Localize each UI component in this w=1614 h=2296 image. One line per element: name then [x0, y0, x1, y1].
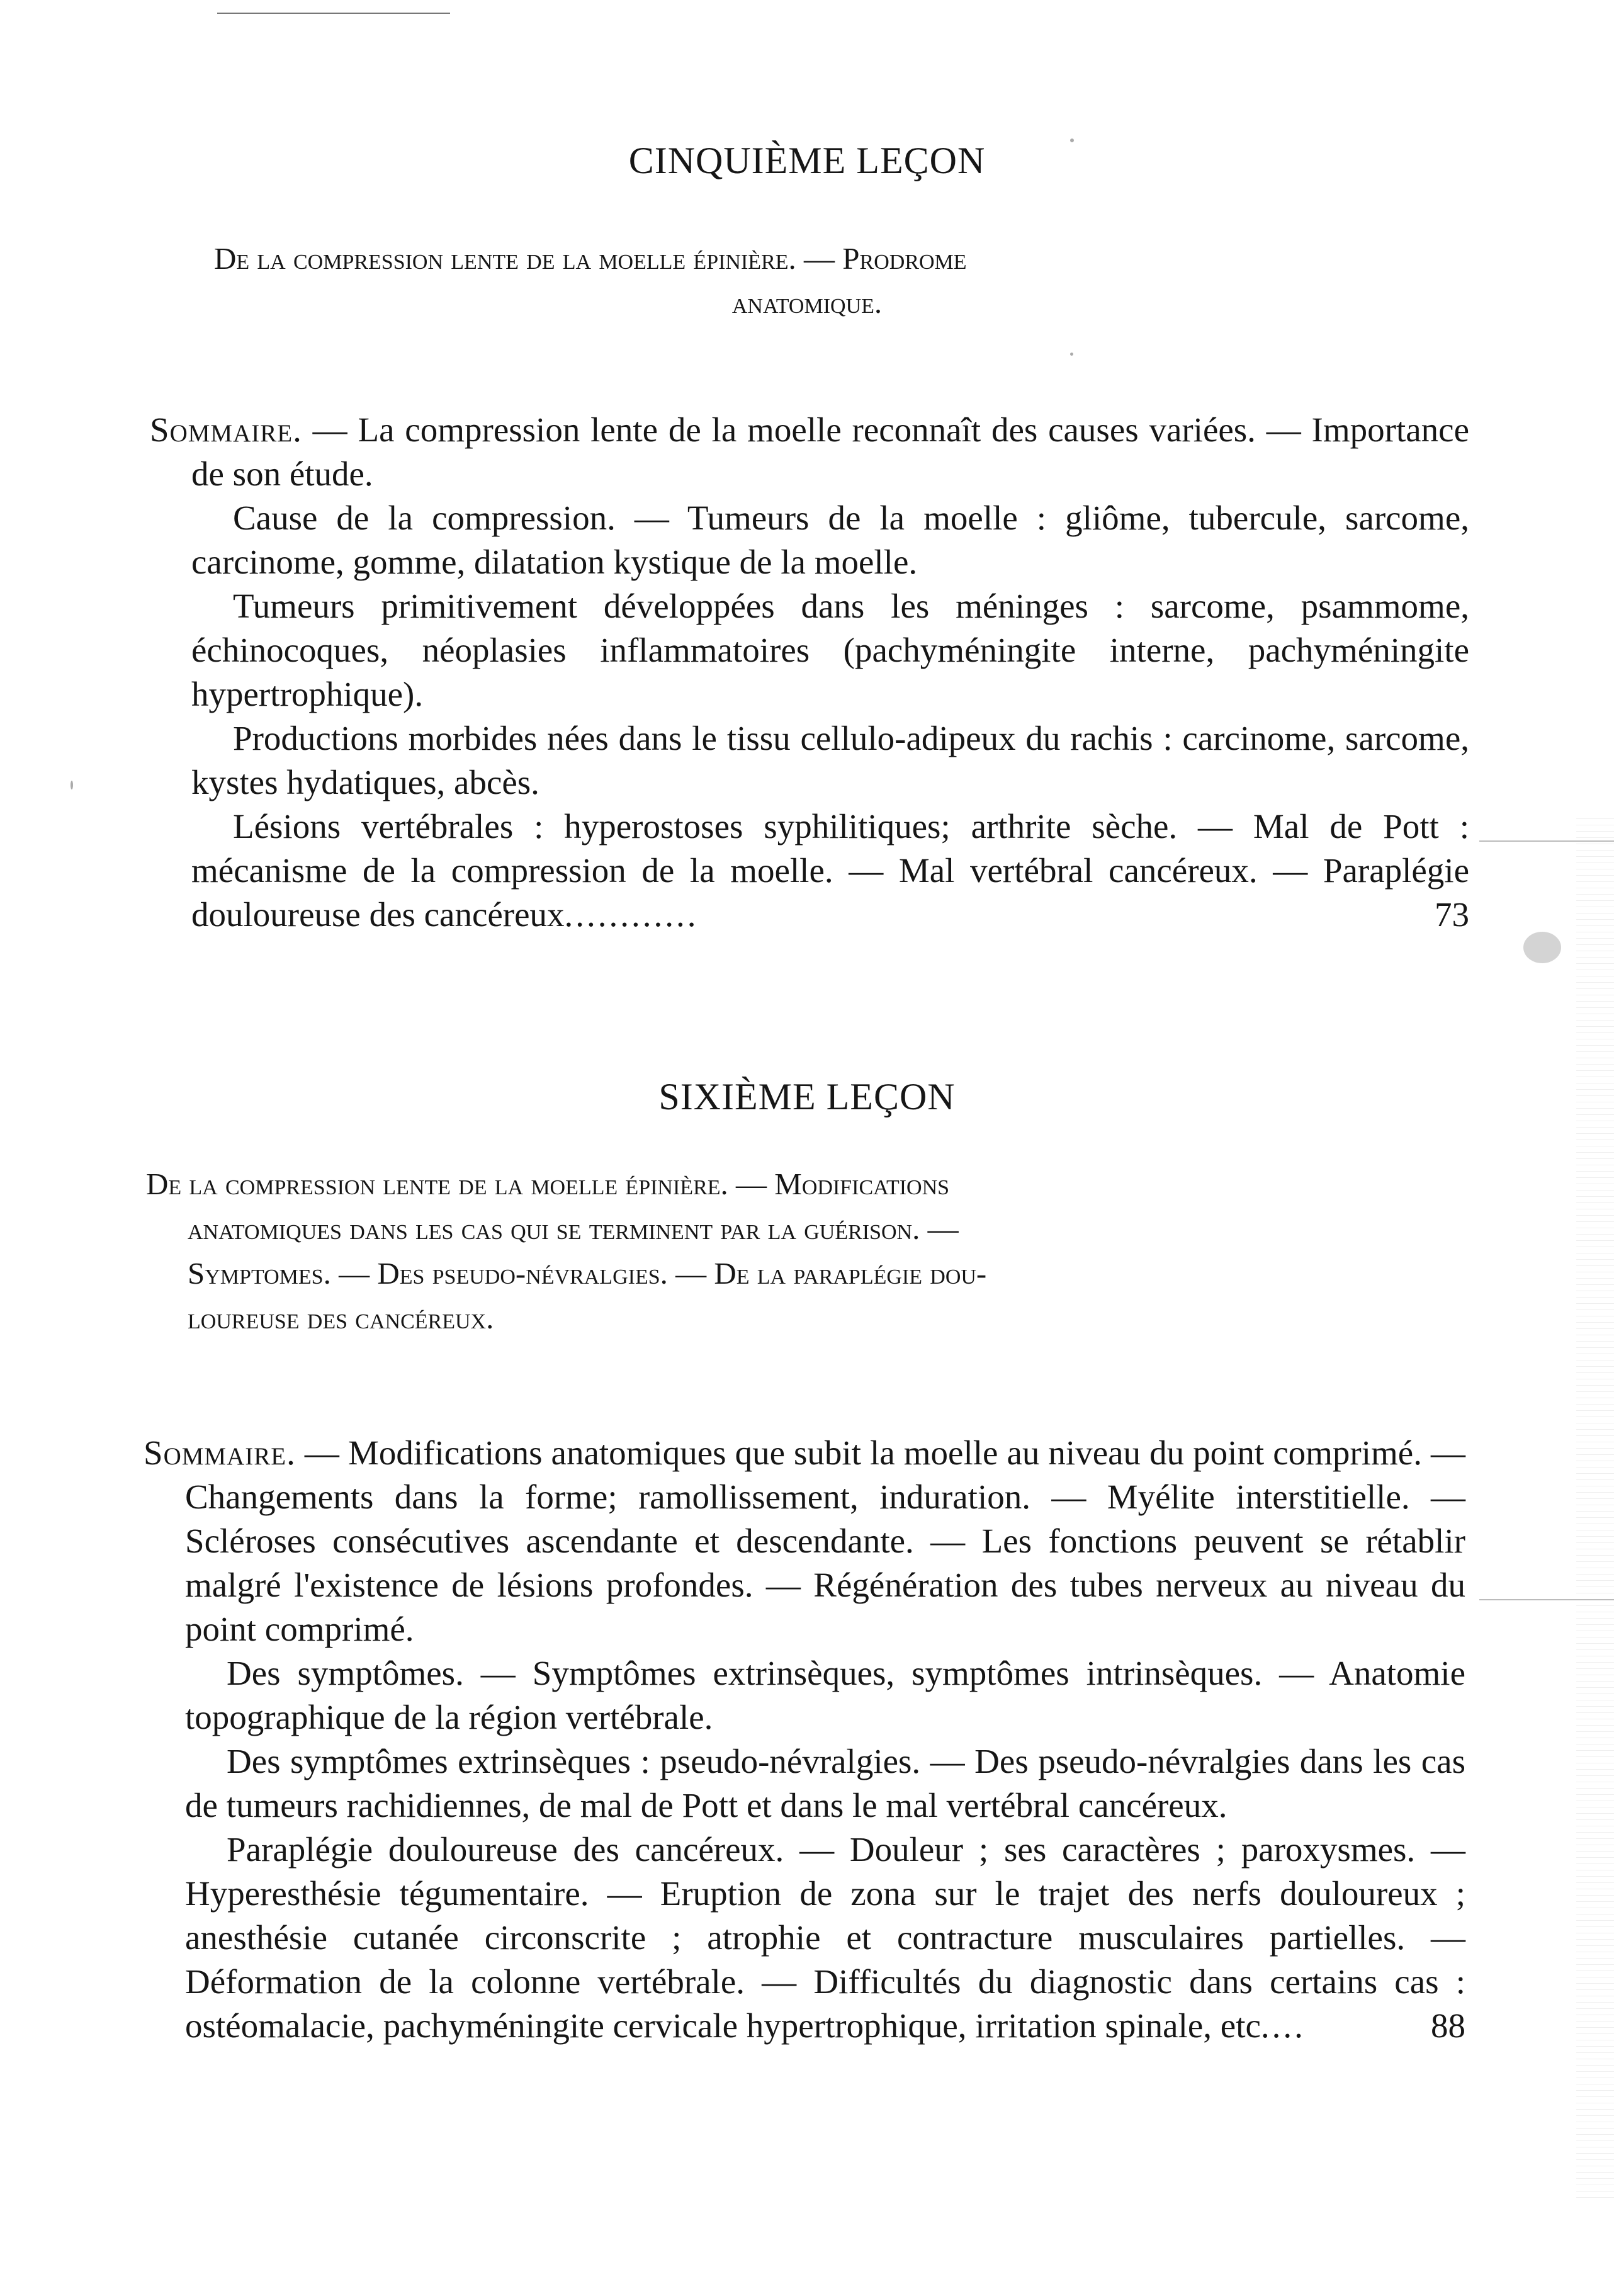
- scan-speck: [1523, 932, 1561, 963]
- top-rule: [217, 13, 450, 14]
- lesson-6-summary-intro: [144, 1431, 1465, 1651]
- lesson-6-title: SIXIÈME LEÇON: [658, 1076, 956, 1117]
- lesson-6-subtitle-line-2: anatomiques dans les cas qui se terminent par la guérison. —: [188, 1211, 959, 1246]
- lesson-6-subtitle-line-4: loureuse des cancéreux.: [188, 1301, 494, 1335]
- scan-noise: [1576, 818, 1614, 2203]
- summary-text: — La compression lente de la moelle reconnaît des causes variées. — Importance de son étude.: [191, 410, 1469, 493]
- summary-text: — Modifications anatomiques que subit la moelle au niveau du point comprimé. — Changements dans la forme; ramollissement, induration. — Myélite interstitielle. — Scléroses consécutives ascendante et descendante. — Les fonctions peuvent se rétablir malgré l'existence de lésions profondes. — Régénération des tubes nerveux au niveau du point comprimé.: [185, 1434, 1465, 1648]
- lesson-6-summary-last: [144, 1828, 1465, 2048]
- scan-line: [1479, 840, 1614, 842]
- lesson-5-summary: [150, 408, 1469, 937]
- lesson-5-summary-paragraph: Productions morbides nées dans le tissu cellulo-adipeux du rachis : carcinome, sarcome, kystes hydatiques, abcès.: [191, 719, 1469, 801]
- lesson-5-summary-paragraph: Cause de la compression. — Tumeurs de la moelle : gliôme, tubercule, sarcome, carcinome, gomme, dilatation kystique de la moelle.: [191, 499, 1469, 581]
- leader-dots: ....: [1260, 2006, 1306, 2045]
- scan-line: [1479, 1599, 1614, 1600]
- scan-speck: [71, 781, 73, 789]
- summary-text: Paraplégie douloureuse des cancéreux. — Douleur ; ses caractères ; paroxysmes. — Hyperesthésie tégumentaire. — Eruption de zona sur le trajet des nerfs douloureux ; anesthésie cutanée circonscrite ; atrophie et contracture musculaires partielles. — Déformation de la colonne vertébrale. — Difficultés du diagnostic dans certains cas : ostéomalacie, pachyméningite cervicale hypertrophique, irritation spinale, etc: [185, 1830, 1465, 2045]
- lesson-6-subtitle-line-3: Symptomes. — Des pseudo-névralgies. — De la paraplégie dou-: [188, 1256, 987, 1291]
- lesson-6-summary: [144, 1431, 1465, 2048]
- scan-speck: [1070, 353, 1073, 356]
- leader-dots: ............: [564, 895, 699, 934]
- lesson-5-summary-last: [150, 805, 1469, 937]
- summary-label: Sommaire.: [144, 1434, 296, 1472]
- lesson-5-subtitle-line-1: De la compression lente de la moelle épinière. — Prodrome: [214, 241, 967, 276]
- summary-label: Sommaire.: [150, 410, 302, 449]
- page-number: 88: [1431, 2006, 1465, 2045]
- scan-speck: [1070, 139, 1074, 142]
- lesson-5-summary-paragraph: Tumeurs primitivement développées dans les méninges : sarcome, psammome, échinocoques, néoplasies inflammatoires (pachyméningite interne, pachyméningite hypertrophique).: [191, 587, 1469, 713]
- summary-text: Lésions vertébrales : hyperostoses syphilitiques; arthrite sèche. — Mal de Pott : mécanisme de la compression de la moelle. — Mal vertébral cancéreux. — Paraplégie douloureuse des cancéreux: [191, 807, 1469, 934]
- page-number: 73: [1435, 895, 1469, 934]
- lesson-5-title: CINQUIÈME LEÇON: [628, 140, 986, 181]
- lesson-6-summary-paragraph: Des symptômes. — Symptômes extrinsèques, symptômes intrinsèques. — Anatomie topographique de la région vertébrale.: [185, 1654, 1465, 1736]
- lesson-6-summary-paragraph: Des symptômes extrinsèques : pseudo-névralgies. — Des pseudo-névralgies dans les cas de tumeurs rachidiennes, de mal de Pott et dans le mal vertébral cancéreux.: [185, 1742, 1465, 1824]
- lesson-5-subtitle-line-2: anatomique.: [731, 285, 883, 320]
- lesson-6-subtitle-line-1: De la compression lente de la moelle épinière. — Modifications: [146, 1167, 950, 1201]
- lesson-5-summary-intro: [150, 408, 1469, 496]
